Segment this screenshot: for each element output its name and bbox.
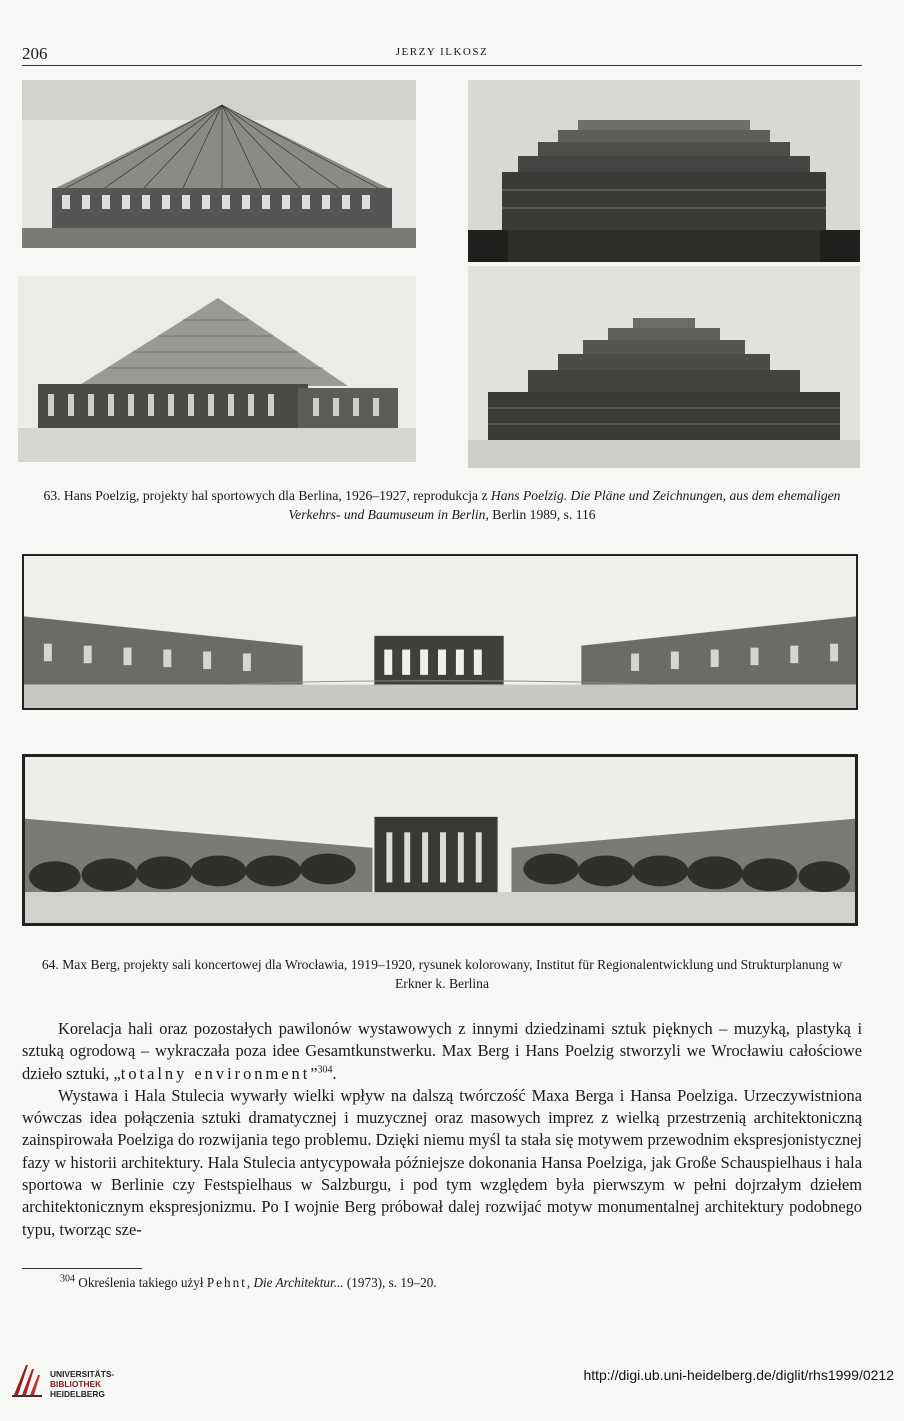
paragraph-1: [22, 1018, 862, 1085]
footnote-ref-304[interactable]: 304: [317, 1064, 333, 1076]
library-logo-icon: [10, 1361, 44, 1399]
logo-line-1: UNIVERSITÄTS-: [50, 1369, 115, 1379]
fig63-caption-title: Hans Poelzig. Die Pläne und Zeichnungen, aus dem ehemaligen Verkehrs- und Baumuseum in Berlin,: [288, 488, 841, 522]
p1-closing-quote: ”: [310, 1063, 318, 1083]
logo-line-2: BIBLIOTHEK: [50, 1379, 102, 1389]
footnote-author: Pehnt: [206, 1275, 247, 1290]
footnote-number: 304: [60, 1273, 75, 1285]
figure-63-caption: [22, 486, 862, 524]
p1-text: Korelacja hali oraz pozostałych pawilonów wystawowych z innymi dziedzinami sztuk pięknych – muzyką, plastyką i sztuką ogrodową – wykraczała poza idee Gesamtkunstwerku. Max Berg i Hans Poelzig stworzyli we Wrocławiu całościowe dzieło sztuki, „: [22, 1019, 862, 1083]
running-head: [22, 44, 862, 66]
paragraph-2: Wystawa i Hala Stulecia wywarły wielki wpływ na dalszą twórczość Maxa Berga i Hansa Poelziga. Urzeczywistniona wówczas idea połączenia sztuki dramatycznej i muzycznej oraz masowych imprez z wielką przestrzenią architektoniczną zainspirowała Poelziga do rozwijania tego problemu. Dzięki niemu myśl ta stała się motywem przewodnim ekspresjonistycznej fazy w historii architektury. Hala Stulecia antycypowała późniejsze dokonania Hansa Poelziga, jak Große Schauspielhaus i hala sportowa w Berlinie czy Festspielhaus w Salzburgu, i pod tym względem była pierwszym w pełni dojrzałym dziełem architektonicznym ekspresjonizmu. Po I wojnie Berg próbował dalej rozwijać motyw monumentalnej architektury podobnego typu, tworząc sze-: [22, 1085, 862, 1239]
footer: [0, 1355, 904, 1421]
p1-end: .: [332, 1063, 337, 1083]
footnote-title: Die Architektur...: [253, 1275, 344, 1290]
body-text: [22, 1018, 862, 1241]
fig64-panorama-plaza: [22, 554, 858, 710]
fig63-drawing-conical-dome: [18, 276, 416, 462]
fig63-drawing-dome-ribbed: [22, 80, 416, 248]
p1-spaced-phrase: totalny environment: [120, 1063, 311, 1083]
fig63-drawing-stepped-hall: [468, 80, 860, 262]
source-url-link[interactable]: http://digi.ub.uni-heidelberg.de/diglit/rhs1999/0212: [583, 1367, 894, 1383]
footnote-separator: ,: [246, 1275, 254, 1290]
library-logo-text: [50, 1369, 114, 1399]
fig63-drawing-stepped-pyramid: [468, 266, 860, 468]
fig63-caption-start: 63. Hans Poelzig, projekty hal sportowych dla Berlina, 1926–1927, reprodukcja z: [43, 488, 491, 503]
fig63-caption-end: Berlin 1989, s. 116: [488, 507, 596, 522]
fig64-panorama-trees: [22, 754, 858, 926]
page-number: 206: [22, 44, 48, 63]
logo-line-3: HEIDELBERG: [50, 1389, 105, 1399]
footnote-text-end: (1973), s. 19–20.: [343, 1275, 437, 1290]
header-rule: [22, 65, 862, 66]
footnote-rule: [22, 1268, 142, 1269]
footnote-text-start: Określenia takiego użył: [75, 1275, 207, 1290]
running-head-author: JERZY ILKOSZ: [395, 46, 489, 58]
footnote-304: [22, 1274, 862, 1292]
figure-64-caption: 64. Max Berg, projekty sali koncertowej dla Wrocławia, 1919–1920, rysunek kolorowany, Institut für Regionalentwicklung und Strukturplanung w Erkner k. Berlina: [41, 957, 843, 991]
